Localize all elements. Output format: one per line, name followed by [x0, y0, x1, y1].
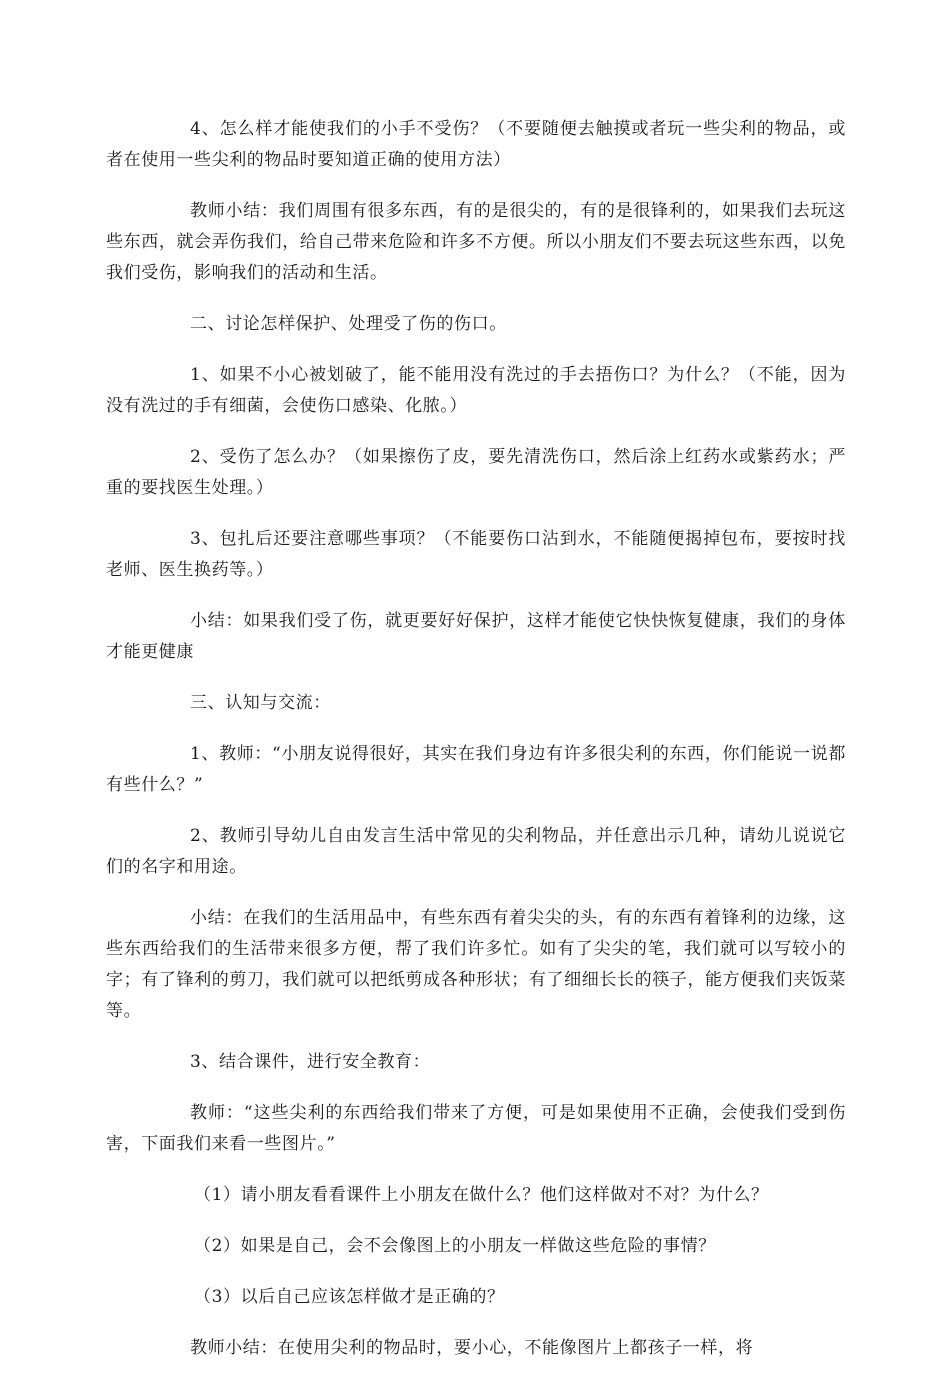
- paragraph-question-4: 4、怎么样才能使我们的小手不受伤？（不要随便去触摸或者玩一些尖利的物品，或者在使用一些尖利的物品时要知道正确的使用方法）: [106, 119, 846, 170]
- paragraph-teacher-summary-final: 教师小结：在使用尖利的物品时，要小心，不能像图片上都孩子一样，将: [190, 1338, 754, 1358]
- list-item-sub-1: （1）请小朋友看看课件上小朋友在做什么？他们这样做对不对？为什么？: [194, 1185, 769, 1205]
- paragraph-teacher-question: 1、教师：“小朋友说得很好，其实在我们身边有许多很尖利的东西，你们能说一说都有些什么？”: [106, 744, 846, 795]
- section-heading-2: 二、讨论怎样保护、处理受了伤的伤口。: [190, 314, 507, 334]
- paragraph-teacher-pictures: 教师：“这些尖利的东西给我们带来了方便，可是如果使用不正确，会使我们受到伤害，下面我们来看一些图片。”: [106, 1103, 846, 1154]
- paragraph-item-3: 3、包扎后还要注意哪些事项？（不能要伤口沾到水，不能随便揭掉包布，要按时找老师、医生换药等。）: [106, 529, 846, 580]
- document-body: [106, 114, 846, 1384]
- paragraph-teacher-guide: 2、教师引导幼儿自由发言生活中常见的尖利物品，并任意出示几种，请幼儿说说它们的名字和用途。: [106, 826, 846, 877]
- section-heading-3: 三、认知与交流：: [190, 693, 331, 713]
- list-item-sub-2: （2）如果是自己，会不会像图上的小朋友一样做这些危险的事情？: [194, 1236, 716, 1256]
- paragraph-safety-education: 3、结合课件，进行安全教育：: [190, 1052, 431, 1072]
- paragraph-item-1: 1、如果不小心被划破了，能不能用没有洗过的手去捂伤口？为什么？（不能，因为没有洗过的手有细菌，会使伤口感染、化脓。）: [106, 365, 846, 416]
- list-item-sub-3: （3）以后自己应该怎样做才是正确的？: [194, 1287, 505, 1307]
- paragraph-item-2: 2、受伤了怎么办？（如果擦伤了皮，要先清洗伤口，然后涂上红药水或紫药水；严重的要找医生处理。）: [106, 447, 846, 498]
- paragraph-teacher-summary-1: 教师小结：我们周围有很多东西，有的是很尖的，有的是很锋利的，如果我们去玩这些东西，就会弄伤我们，给自己带来危险和许多不方便。所以小朋友们不要去玩这些东西，以免我们受伤，影响我们的活动和生活。: [106, 201, 846, 283]
- paragraph-summary-3: 小结：在我们的生活用品中，有些东西有着尖尖的头，有的东西有着锋利的边缘，这些东西给我们的生活带来很多方便，帮了我们许多忙。如有了尖尖的笔，我们就可以写较小的字；有了锋利的剪刀，我们就可以把纸剪成各种形状；有了细细长长的筷子，能方便我们夹饭菜等。: [106, 908, 846, 1021]
- paragraph-summary-2: 小结：如果我们受了伤，就更要好好保护，这样才能使它快快恢复健康，我们的身体才能更健康: [106, 611, 846, 662]
